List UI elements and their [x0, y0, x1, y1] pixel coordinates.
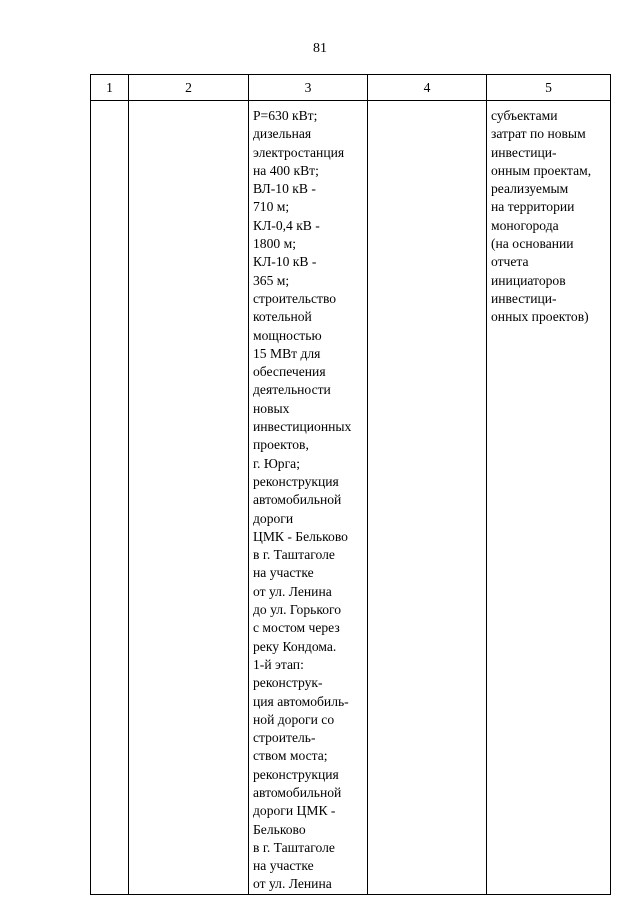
document-table	[90, 74, 611, 895]
text-line: электростанция	[253, 144, 345, 160]
text-line: строительство	[253, 290, 337, 306]
table-header-row	[91, 75, 611, 101]
text-line: деятельности	[253, 382, 331, 398]
column-header-1: 1	[91, 75, 129, 101]
text-line: на участке	[253, 565, 314, 581]
text-line: реконструкция	[253, 473, 339, 489]
text-line: моногорода	[491, 217, 559, 233]
column-header-4: 4	[368, 75, 487, 101]
text-line: реконструкция	[253, 766, 339, 782]
text-line: до ул. Горького	[253, 602, 342, 618]
text-line: онных проектов)	[491, 309, 589, 325]
text-line: дизельная	[253, 126, 312, 142]
text-line: мощностью	[253, 327, 322, 343]
text-line: (на основании	[491, 236, 574, 252]
text-line: новых	[253, 400, 290, 416]
text-line: онным проектам,	[491, 162, 592, 178]
text-line: КЛ-0,4 кВ -	[253, 217, 320, 233]
cell-col3-text	[249, 101, 367, 894]
cell-col2	[129, 101, 249, 895]
text-line: дороги ЦМК -	[253, 803, 336, 819]
cell-col3	[249, 101, 368, 895]
text-line: реку Кондома.	[253, 638, 337, 654]
text-line: ЦМК - Бельково	[253, 528, 348, 544]
column-header-2: 2	[129, 75, 249, 101]
text-line: строитель-	[253, 730, 316, 746]
text-line: ной дороги со	[253, 711, 335, 727]
text-line: ством моста;	[253, 748, 328, 764]
table-row	[91, 101, 611, 895]
text-line: 1-й этап:	[253, 656, 304, 672]
text-line: в г. Таштаголе	[253, 547, 335, 563]
text-line: Р=630 кВт;	[253, 108, 318, 123]
cell-col5	[487, 101, 611, 895]
text-line: 365 м;	[253, 272, 290, 288]
cell-col1	[91, 101, 129, 895]
text-line: 15 МВт для	[253, 345, 321, 361]
text-line: автомобильной	[253, 492, 342, 508]
text-line: реконструк-	[253, 675, 323, 691]
text-line: ция автомобиль-	[253, 693, 349, 709]
text-line: обеспечения	[253, 364, 326, 380]
text-line: КЛ-10 кВ -	[253, 254, 317, 270]
text-line: на участке	[253, 858, 314, 874]
text-line: реализуемым	[491, 181, 569, 197]
column-header-3: 3	[249, 75, 368, 101]
cell-col5-text	[487, 101, 610, 327]
text-line: г. Юрга;	[253, 455, 300, 471]
text-line: инвестиционных	[253, 419, 352, 435]
text-line: котельной	[253, 309, 312, 325]
text-line: автомобильной	[253, 784, 342, 800]
text-line: от ул. Ленина	[253, 583, 332, 599]
text-line: Бельково	[253, 821, 306, 837]
column-header-5: 5	[487, 75, 611, 101]
text-line: 1800 м;	[253, 236, 296, 252]
text-line: дороги	[253, 510, 294, 526]
text-line: 710 м;	[253, 199, 290, 215]
text-line: проектов,	[253, 437, 309, 453]
text-line: на территории	[491, 199, 575, 215]
cell-col4	[368, 101, 487, 895]
text-line: инициаторов	[491, 272, 566, 288]
text-line: отчета	[491, 254, 529, 270]
text-line: инвестици-	[491, 290, 557, 306]
text-line: на 400 кВт;	[253, 162, 319, 178]
text-line: ВЛ-10 кВ -	[253, 181, 316, 197]
page-number: 81	[313, 41, 327, 56]
text-line: затрат по новым	[491, 126, 586, 142]
text-line: в г. Таштаголе	[253, 839, 335, 855]
text-line: инвестици-	[491, 144, 557, 160]
text-line: с мостом через	[253, 620, 340, 636]
text-line: субъектами	[491, 108, 558, 123]
text-line: от ул. Ленина	[253, 876, 332, 892]
